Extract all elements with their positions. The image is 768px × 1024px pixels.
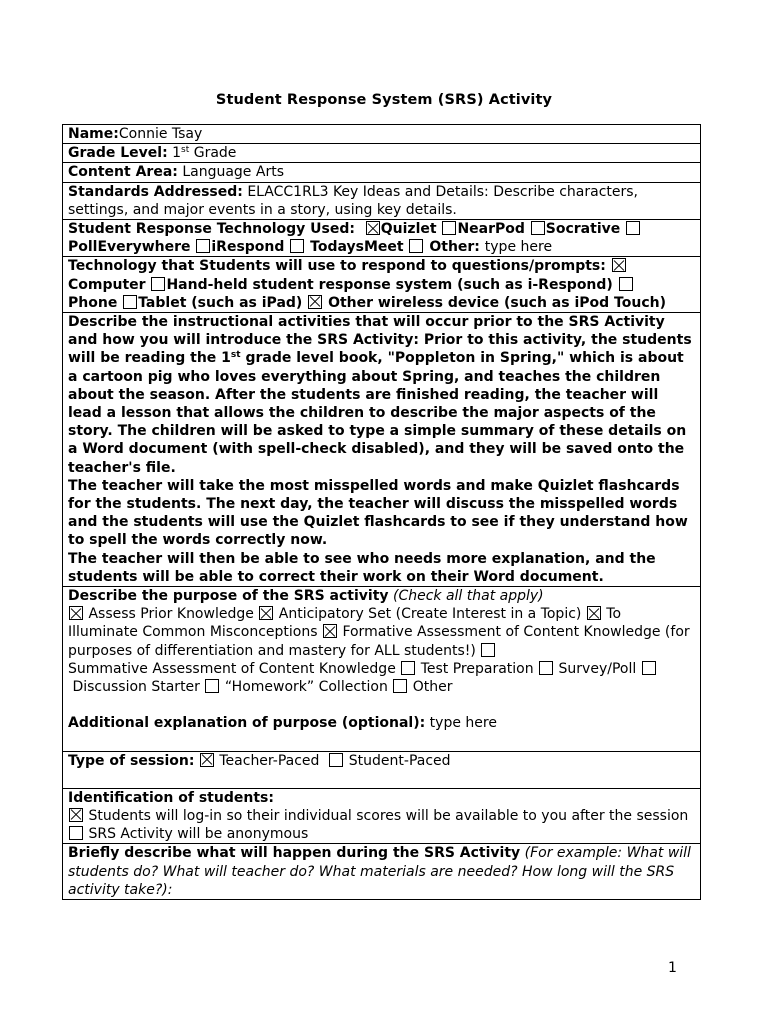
- formative-checkbox[interactable]: [323, 624, 337, 638]
- row-content-area: [63, 163, 701, 182]
- homework-label: “Homework” Collection: [224, 679, 388, 696]
- row-name: [63, 125, 701, 144]
- row-during-activity: [63, 844, 701, 900]
- other-tech-label: Other:: [429, 239, 480, 256]
- prior-paragraph-3[interactable]: The teacher will then be able to see who needs more explanation, and the students will be able to correct their work on their Word document.: [68, 550, 656, 585]
- prior-label: Describe the instructional activities that will occur prior to the SRS Activity and how you will introduce the SRS Activity:: [68, 314, 665, 349]
- polleverywhere-checkbox[interactable]: [626, 221, 640, 235]
- tablet-checkbox[interactable]: [123, 295, 137, 309]
- survey-label: Survey/Poll: [558, 660, 637, 677]
- student-paced-label: Student-Paced: [348, 752, 451, 769]
- additional-purpose-label: Additional explanation of purpose (optional):: [68, 715, 426, 732]
- discussion-checkbox[interactable]: [642, 661, 656, 675]
- row-prior-activities: [63, 313, 701, 587]
- row-devices: [63, 257, 701, 313]
- additional-purpose-input[interactable]: type here: [429, 715, 497, 732]
- computer-checkbox[interactable]: [612, 258, 626, 272]
- document-title: Student Response System (SRS) Activity: [215, 92, 553, 108]
- prior-knowledge-checkbox[interactable]: [69, 606, 83, 620]
- devices-label: Technology that Students will use to respond to questions/prompts:: [68, 258, 606, 275]
- session-type-label: Type of session:: [68, 752, 195, 769]
- purpose-options: [68, 605, 695, 696]
- nearpod-label: NearPod: [457, 221, 525, 238]
- page-number: 1: [668, 960, 677, 976]
- during-hint: (For example: What will students do? What will teacher do? What materials are needed? How long will the SRS activity take?):: [68, 845, 691, 898]
- phone-checkbox[interactable]: [619, 277, 633, 291]
- wireless-checkbox[interactable]: [308, 295, 322, 309]
- identification-label: Identification of students:: [68, 789, 274, 806]
- misconceptions-label: To Illuminate Common Misconceptions: [68, 606, 622, 641]
- purpose-label: Describe the purpose of the SRS activity: [68, 588, 389, 605]
- handheld-checkbox[interactable]: [151, 277, 165, 291]
- other-purpose-checkbox[interactable]: [393, 679, 407, 693]
- discussion-label: Discussion Starter: [72, 679, 200, 696]
- anonymous-checkbox[interactable]: [69, 826, 83, 840]
- anticipatory-label: Anticipatory Set (Create Interest in a Topic): [278, 606, 582, 623]
- prior-knowledge-label: Assess Prior Knowledge: [88, 606, 254, 623]
- computer-label: Computer: [68, 276, 146, 293]
- phone-label: Phone: [68, 294, 118, 311]
- handheld-label: Hand-held student response system (such as i-Respond): [166, 276, 613, 293]
- socrative-label: Socrative: [545, 221, 621, 238]
- survey-checkbox[interactable]: [539, 661, 553, 675]
- summative-label: Summative Assessment of Content Knowledge: [68, 660, 396, 677]
- irespond-label: iRespond: [211, 239, 285, 256]
- row-session-type: [63, 751, 701, 788]
- login-checkbox[interactable]: [69, 808, 83, 822]
- content-area-label: Content Area:: [68, 164, 178, 181]
- other-tech-checkbox[interactable]: [409, 239, 423, 253]
- quizlet-label: Quizlet: [380, 221, 437, 238]
- row-grade: [63, 144, 701, 163]
- grade-value[interactable]: 1st Grade: [172, 145, 237, 162]
- misconceptions-checkbox[interactable]: [587, 606, 601, 620]
- teacher-paced-checkbox[interactable]: [200, 753, 214, 767]
- standards-label: Standards Addressed:: [68, 183, 243, 200]
- test-prep-label: Test Preparation: [420, 660, 534, 677]
- quizlet-checkbox[interactable]: [366, 221, 380, 235]
- name-label: Name:: [68, 126, 119, 142]
- irespond-checkbox[interactable]: [196, 239, 210, 253]
- row-identification: [63, 788, 701, 844]
- anticipatory-checkbox[interactable]: [259, 606, 273, 620]
- todaysmeet-label: TodaysMeet: [310, 239, 404, 256]
- row-srs-technology: [63, 220, 701, 257]
- name-value[interactable]: Connie Tsay: [118, 126, 203, 142]
- test-prep-checkbox[interactable]: [401, 661, 415, 675]
- during-label: Briefly describe what will happen during the SRS Activity: [68, 845, 521, 862]
- srs-form-table: [62, 124, 701, 900]
- polleverywhere-label: PollEverywhere: [68, 239, 191, 256]
- wireless-label: Other wireless device (such as iPod Touch): [328, 294, 666, 311]
- login-label: Students will log-in so their individual scores will be available to you after the session: [88, 807, 689, 824]
- grade-label: Grade Level:: [68, 145, 168, 162]
- summative-checkbox[interactable]: [481, 643, 495, 657]
- standards-value[interactable]: ELACC1RL3 Key Ideas and Details: Describe characters, settings, and major events in a story, using key details.: [68, 183, 638, 218]
- prior-activities-text[interactable]: Describe the instructional activities that will occur prior to the SRS Activity and how you will introduce the SRS Activity: Prior to this activity, the students will be reading the 1st grade level book, "Poppleton in Spring," which is about a cartoon pig who loves everything about Spring, and teaches the children about the season. After the students are finished reading, the teacher will lead a lesson that allows the children to describe the major aspects of the story. The children will be asked to type a simple summary of these details on a Word document (with spell-check disabled), and they will be saved onto the teacher's file.: [68, 314, 692, 476]
- other-purpose-label: Other: [412, 679, 453, 696]
- todaysmeet-checkbox[interactable]: [290, 239, 304, 253]
- other-tech-input[interactable]: type here: [484, 239, 553, 256]
- srs-tech-label: Student Response Technology Used:: [68, 221, 355, 238]
- prior-paragraph-2[interactable]: The teacher will take the most misspelled words and make Quizlet flashcards for the students. The next day, the teacher will discuss the misspelled words and the students will use the Quizlet flashcards to see if they understand how to spell the words correctly now.: [68, 477, 688, 549]
- purpose-hint: (Check all that apply): [392, 588, 544, 605]
- tablet-label: Tablet (such as iPad): [138, 294, 303, 311]
- formative-label: Formative Assessment of Content Knowledge (for purposes of differentiation and mastery for ALL students!): [68, 624, 690, 659]
- student-paced-checkbox[interactable]: [329, 753, 343, 767]
- socrative-checkbox[interactable]: [531, 221, 545, 235]
- row-standards: [63, 182, 701, 219]
- nearpod-checkbox[interactable]: [442, 221, 456, 235]
- row-purpose: [63, 587, 701, 751]
- homework-checkbox[interactable]: [205, 679, 219, 693]
- teacher-paced-label: Teacher-Paced: [219, 752, 320, 769]
- anonymous-label: SRS Activity will be anonymous: [88, 826, 309, 843]
- content-area-value[interactable]: Language Arts: [182, 164, 284, 181]
